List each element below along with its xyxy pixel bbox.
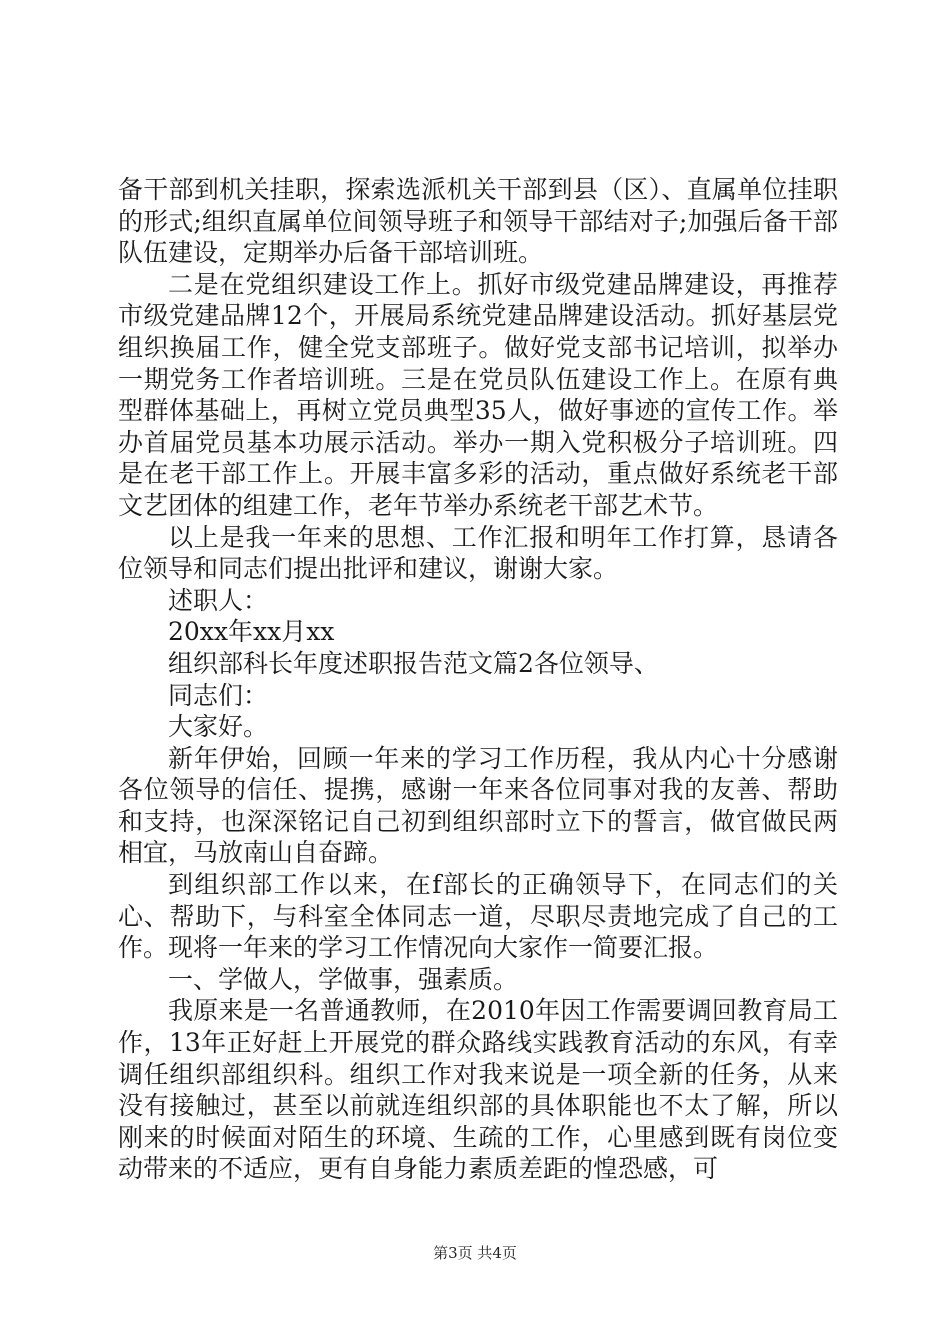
paragraph-9: 新年伊始，回顾一年来的学习工作历程，我从内心十分感谢各位领导的信任、提携，感谢一年来各位同事对我的友善、帮助和支持，也深深铭记自己初到组织部时立下的誓言，做官做民两相宜，马放南山自奋蹄。 bbox=[118, 743, 838, 868]
paragraph-2: 二是在党组织建设工作上。抓好市级党建品牌建设，再推荐市级党建品牌12个，开展局系统党建品牌建设活动。抓好基层党组织换届工作，健全党支部班子。做好党支部书记培训，拟举办一期党务工作者培训班。三是在党员队伍建设工作上。在原有典型群体基础上，再树立党员典型35人，做好事迹的宣传工作。举办首届党员基本功展示活动。举办一期入党积极分子培训班。四是在老干部工作上。开展丰富多彩的活动，重点做好系统老干部文艺团体的组建工作，老年节举办系统老干部艺术节。 bbox=[118, 269, 838, 520]
paragraph-3: 以上是我一年来的思想、工作汇报和明年工作打算，恳请各位领导和同志们提出批评和建议，谢谢大家。 bbox=[118, 522, 838, 584]
date-line: 20xx年xx月xx bbox=[168, 617, 335, 647]
document-body bbox=[118, 174, 838, 1185]
section-title-line: 组织部科长年度述职报告范文篇2各位领导、 bbox=[168, 648, 659, 678]
salutation-line: 同志们： bbox=[168, 680, 269, 710]
page-number-footer: 第3页 共4页 bbox=[433, 1244, 517, 1262]
paragraph-12: 我原来是一名普通教师，在2010年因工作需要调回教育局工作，13年正好赶上开展党的群众路线实践教育活动的东风，有幸调任组织部组织科。组织工作对我来说是一项全新的任务，从来没有接触过，甚至以前就连组织部的具体职能也不太了解，所以刚来的时候面对陌生的环境、生疏的工作，心里感到既有岗位变动带来的不适应，更有自身能力素质差距的惶恐感，可 bbox=[118, 996, 838, 1184]
paragraph-1: 备干部到机关挂职，探索选派机关干部到县（区）、直属单位挂职的形式;组织直属单位间领导班子和领导干部结对子;加强后备干部队伍建设，定期举办后备干部培训班。 bbox=[118, 175, 838, 268]
paragraph-10: 到组织部工作以来，在f部长的正确领导下，在同志们的关心、帮助下，与科室全体同志一道，尽职尽责地完成了自己的工作。现将一年来的学习工作情况向大家作一简要汇报。 bbox=[118, 870, 838, 963]
heading-line: 一、学做人，学做事，强素质。 bbox=[168, 964, 519, 994]
greeting-line: 大家好。 bbox=[168, 712, 269, 742]
reporter-line: 述职人： bbox=[168, 585, 269, 615]
